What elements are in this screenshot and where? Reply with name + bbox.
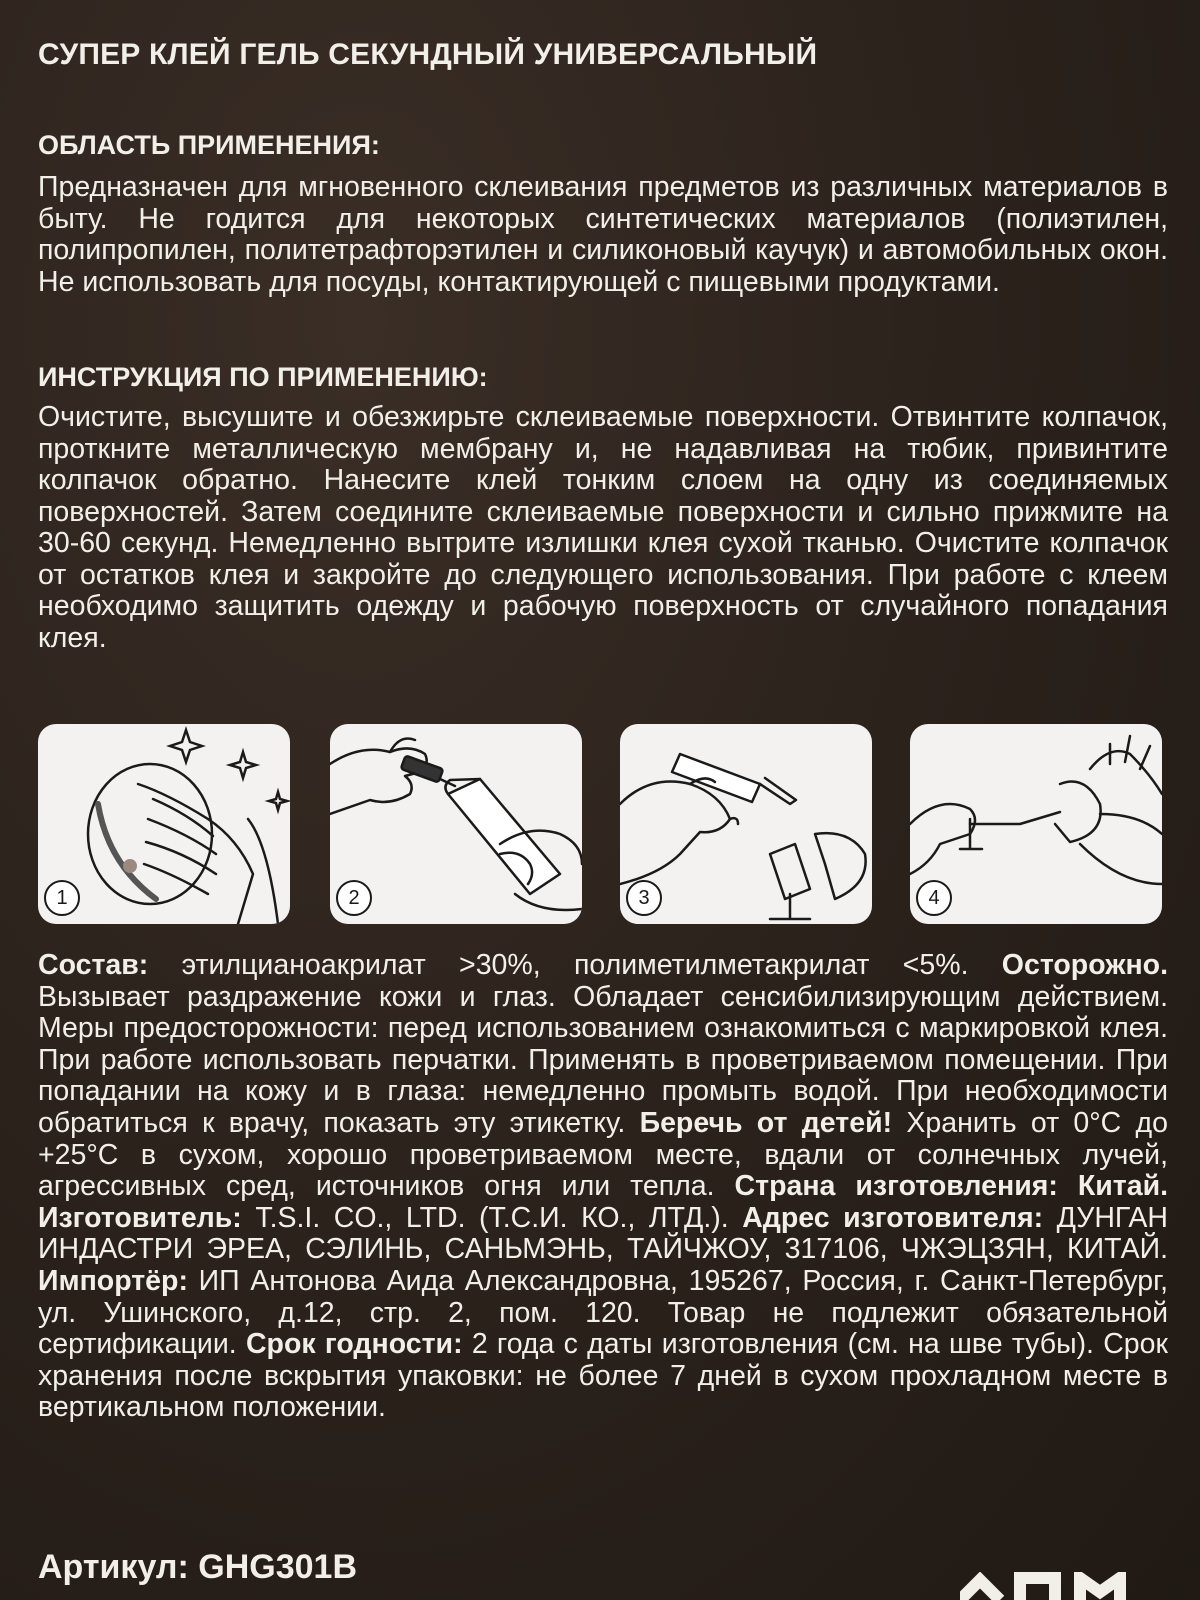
composition-label: Состав: xyxy=(38,949,149,981)
country-manufacturer-label: Страна изготовления: Китай. Изготовитель: xyxy=(38,1170,1169,1234)
scope-text: Предназначен для мгновенного склеивания предметов из различных материалов в быту. Не годится для некоторых синтетических материалов (полиэтилен, полипропилен, политетрафторэтилен и силиконовый каучук) и автомобильных окон. Не использовать для посуды, контактирующей с пищевыми продуктами. xyxy=(38,171,1168,298)
storage-text: Хранить от 0°C до +25°C в сухом, хорошо проветриваемом месте, вдали от солнечных лучей, агрессивных сред, источников огня или тепла. xyxy=(38,1106,1168,1203)
brand-logo-fragment xyxy=(960,1572,1200,1600)
scope-heading: ОБЛАСТЬ ПРИМЕНЕНИЯ: xyxy=(38,130,380,160)
instructions-text: Очистите, высушите и обезжирьте склеиваемые поверхности. Отвинтите колпачок, проткните металлическую мембрану и, не надавливая на тюбик, привинтите колпачок обратно. Нанесите клей тонким слоем на одну из соединяемых поверхностей. Затем соедините склеиваемые поверхности и сильно прижмите на 30-60 секунд. Немедленно вытрите излишки клея сухой тканью. Очистите колпачок от остатков клея и закройте до следующего использования. При работе с клеем необходимо защитить одежду и рабочую поверхность от случайного попадания клея. xyxy=(38,401,1168,654)
step-number-4: 4 xyxy=(916,880,952,916)
children-warning: Беречь от детей! xyxy=(639,1106,893,1139)
instructions-heading: ИНСТРУКЦИЯ ПО ПРИМЕНЕНИЮ: xyxy=(38,362,488,392)
manufacturer-text: T.S.I. CO., LTD. (Т.С.И. КО., ЛТД.). xyxy=(241,1201,743,1234)
address-label: Адрес изготовителя: xyxy=(742,1201,1044,1234)
step-panel-1 xyxy=(38,724,290,924)
step-number-3: 3 xyxy=(626,880,662,916)
caution-label: Осторожно. xyxy=(1001,949,1168,981)
instruction-steps xyxy=(38,724,1168,924)
importer-text: ИП Антонова Аида Александровна, 195267, Россия, г. Санкт-Петербург, ул. Ушинского, д.12, стр. 2, пом. 120. Товар не подлежит обязательной сертификации. xyxy=(38,1264,1168,1361)
product-title: СУПЕР КЛЕЙ ГЕЛЬ СЕКУНДНЫЙ УНИВЕРСАЛЬНЫЙ xyxy=(38,38,818,71)
article-number: Артикул: GHG301B xyxy=(38,1548,357,1586)
composition-value: этилцианоакрилат >30%, полиметилметакрилат <5%. xyxy=(148,949,1002,981)
address-text: ДУНГАН ИНДАСТРИ ЭРЕА, СЭЛИНЬ, САНЬМЭНЬ, ТАЙЧЖОУ, 317106, ЧЖЭЦЗЯН, КИТАЙ. xyxy=(38,1201,1169,1266)
caution-text: Вызывает раздражение кожи и глаз. Обладает сенсибилизирующим действием. Меры предосторожности: перед использованием ознакомиться с маркировкой клея. При работе использовать перчатки. Применять в проветриваемом помещении. При попадании на кожу и в глаза: немедленно промыть водой. При необходимости обратиться к врачу, показать эту этикетку. xyxy=(38,980,1168,1139)
step-panel-3 xyxy=(620,724,872,924)
step-number-2: 2 xyxy=(336,880,372,916)
composition-warnings-text xyxy=(38,950,1168,1424)
step-number-1: 1 xyxy=(44,880,80,916)
importer-label: Импортёр: xyxy=(38,1264,188,1297)
shelf-life-label: Срок годности: xyxy=(245,1328,463,1361)
shelf-life-text: 2 года с даты изготовления (см. на шве тубы). Срок хранения после вскрытия упаковки: не более 7 дней в сухом прохладном месте в вертикальном положении. xyxy=(38,1328,1168,1424)
step-panel-4 xyxy=(910,724,1162,924)
step-panel-2 xyxy=(330,724,582,924)
